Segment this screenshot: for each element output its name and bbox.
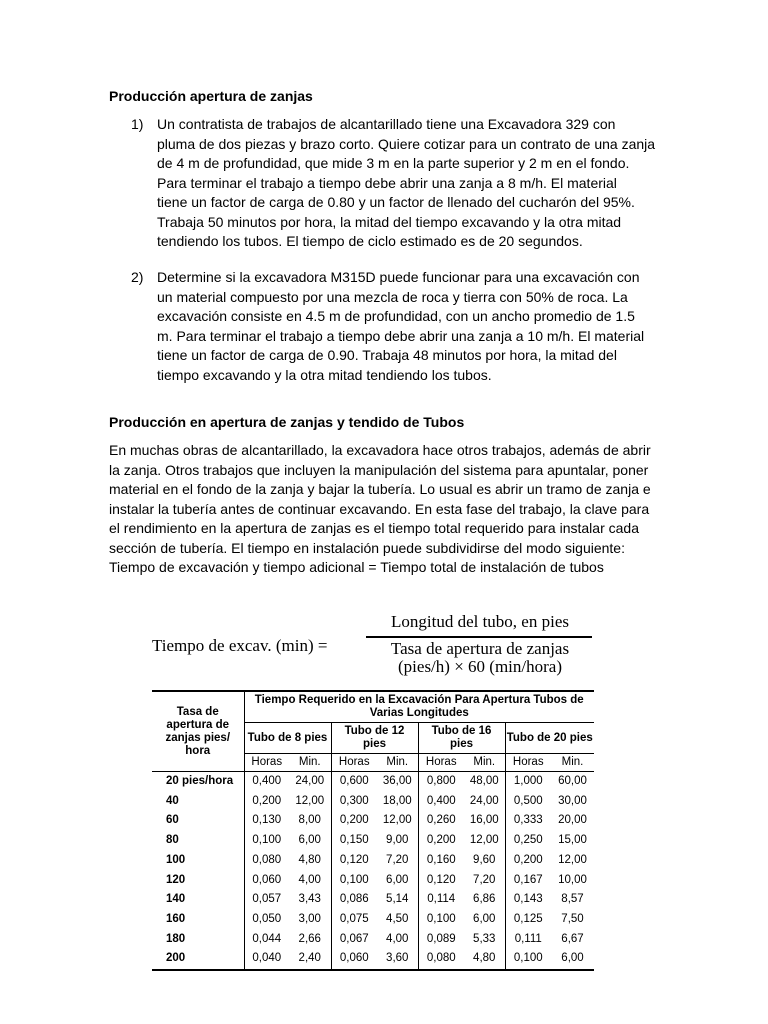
problem-line: tiene un factor de carga de 0.80 y un factor de llenado del cucharón del 95%.	[157, 194, 635, 210]
table-row	[152, 930, 594, 950]
rate-cell: 160	[166, 912, 186, 925]
hours-cell: 0,080	[244, 851, 289, 871]
hours-cell: 0,300	[331, 792, 377, 812]
rate-cell: 80	[166, 834, 179, 847]
section-title-trench-production: Producción apertura de zanjas	[109, 88, 313, 104]
problem-number: 2)	[131, 269, 144, 285]
minutes-cell: 8,00	[298, 814, 321, 827]
hours-cell: 0,086	[331, 890, 377, 910]
paragraph-line: el rendimiento en la apertura de zanjas es el tiempo total requerido para instalar cada	[109, 520, 639, 536]
excavation-time-table	[152, 690, 594, 971]
hours-subheader: Horas	[331, 754, 377, 772]
hours-cell: 0,130	[244, 811, 289, 831]
minutes-cell: 8,57	[561, 893, 584, 906]
hours-cell: 0,060	[331, 949, 377, 970]
hours-subheader: Horas	[418, 754, 464, 772]
rate-cell: 40	[166, 794, 179, 807]
hours-cell: 0,150	[331, 831, 377, 851]
table-row	[152, 871, 594, 891]
hours-cell: 0,057	[244, 890, 289, 910]
minutes-cell: 20,00	[558, 814, 587, 827]
minutes-cell: 5,14	[386, 893, 409, 906]
minutes-cell: 7,20	[473, 873, 496, 886]
hours-subheader: Horas	[505, 754, 551, 772]
hours-cell: 0,100	[505, 949, 551, 970]
minutes-cell: 15,00	[558, 834, 587, 847]
formula-denominator-line2: (pies/h) × 60 (min/hora)	[398, 657, 562, 676]
problem-line: Un contratista de trabajos de alcantarillado tiene una Excavadora 329 con	[157, 116, 616, 132]
hours-cell: 0,044	[244, 930, 289, 950]
minutes-cell: 6,00	[473, 912, 496, 925]
hours-cell: 0,200	[331, 811, 377, 831]
hours-cell: 0,500	[505, 792, 551, 812]
minutes-cell: 4,50	[386, 912, 409, 925]
hours-cell: 0,167	[505, 871, 551, 891]
paragraph-line: la zanja. Otros trabajos que incluyen la manipulación del sistema para apuntalar, poner	[109, 461, 649, 478]
minutes-cell: 12,00	[382, 814, 412, 827]
min-subheader: Min.	[464, 754, 505, 772]
minutes-cell: 9,00	[386, 834, 409, 847]
problem-line: tendiendo los tubos. El tiempo de ciclo estimado es de 20 segundos.	[157, 233, 583, 249]
hours-cell: 0,800	[418, 772, 464, 792]
problem-line: pluma de dos piezas y brazo corto. Quiere cotizar para un contrato de una zanja	[157, 135, 656, 152]
paragraph-line: Tiempo de excavación y tiempo adicional = Tiempo total de instalación de tubos	[109, 559, 604, 575]
problem-line: Para terminar el trabajo a tiempo debe abrir una zanja a 8 m/h. El material	[157, 174, 617, 191]
hours-cell: 0,400	[418, 792, 464, 812]
hours-cell: 0,400	[244, 772, 289, 792]
rate-cell: 20 pies/hora	[166, 775, 234, 787]
rate-cell: 120	[166, 873, 186, 886]
hours-cell: 0,600	[331, 772, 377, 792]
hours-cell: 0,089	[418, 930, 464, 950]
hours-cell: 0,200	[244, 792, 289, 812]
minutes-cell: 12,00	[295, 794, 325, 807]
paragraph-line: instalar la tubería antes de continuar excavando. En esta fase del trabajo, la clave para	[109, 500, 650, 517]
problem-line: tiempo excavando y la otra mitad tendiendo los tubos.	[157, 366, 492, 383]
minutes-cell: 12,00	[469, 834, 499, 847]
table-row	[152, 831, 594, 851]
hours-cell: 0,067	[331, 930, 377, 950]
table-body	[152, 772, 594, 971]
hours-cell: 0,100	[331, 871, 377, 891]
hours-cell: 0,060	[244, 871, 289, 891]
hours-cell: 0,250	[505, 831, 551, 851]
hours-cell: 0,120	[418, 871, 464, 891]
rate-cell: 200	[152, 949, 244, 970]
problem-line: Determine si la excavadora M315D puede funcionar para una excavación con	[157, 269, 640, 285]
minutes-cell: 6,67	[561, 932, 584, 945]
problem-line: excavación consiste en 4.5 m de profundidad, con un ancho promedio de 1.5	[157, 308, 635, 324]
tube-8-header: Tubo de 8 pies	[244, 723, 331, 754]
minutes-cell: 3,43	[298, 893, 321, 906]
minutes-cell: 4,00	[298, 873, 321, 886]
minutes-cell: 3,60	[377, 949, 418, 970]
hours-cell: 0,114	[418, 890, 464, 910]
problem-line: m. Para terminar el trabajo a tiempo debe abrir una zanja a 10 m/h. El material	[157, 327, 645, 344]
paragraph-line: sección de tubería. El tiempo en instalación puede subdividirse del modo siguiente:	[109, 539, 625, 556]
table-row	[152, 851, 594, 871]
hours-cell: 0,260	[418, 811, 464, 831]
group-header: Tiempo Requerido en la Excavación Para Apertura Tubos de Varias Longitudes	[244, 691, 594, 723]
rate-cell: 60	[166, 814, 179, 827]
problem-number: 1)	[131, 116, 144, 132]
section-title-pipe-laying: Producción en apertura de zanjas y tendido de Tubos	[109, 414, 465, 430]
fraction-bar	[366, 636, 592, 638]
hours-cell: 1,000	[505, 772, 551, 792]
minutes-cell: 24,00	[295, 775, 325, 787]
minutes-cell: 7,50	[561, 912, 584, 925]
hours-cell: 0,080	[418, 949, 464, 970]
minutes-cell: 6,00	[386, 873, 409, 886]
hours-cell: 0,040	[244, 949, 289, 970]
tube-12-header: Tubo de 12 pies	[331, 723, 418, 754]
problem-line: Trabaja 50 minutos por hora, la mitad del tiempo excavando y la otra mitad	[157, 213, 622, 230]
minutes-cell: 36,00	[382, 775, 412, 787]
paragraph-line: En muchas obras de alcantarillado, la excavadora hace otros trabajos, además de abrir	[109, 442, 651, 458]
minutes-cell: 2,66	[298, 932, 321, 945]
minutes-cell: 4,00	[386, 932, 409, 945]
min-subheader: Min.	[377, 754, 418, 772]
min-subheader: Min.	[289, 754, 331, 772]
table-row	[152, 772, 594, 792]
hours-cell: 0,125	[505, 910, 551, 930]
hours-cell: 0,111	[505, 930, 551, 950]
hours-cell: 0,143	[505, 890, 551, 910]
table-row	[152, 949, 594, 970]
minutes-cell: 30,00	[558, 794, 587, 807]
problem-line: un material compuesto por una mezcla de roca y tierra con 50% de roca. La	[157, 288, 628, 305]
minutes-cell: 12,00	[558, 853, 587, 866]
formula-numerator: Longitud del tubo, en pies	[390, 612, 569, 631]
minutes-cell: 16,00	[469, 814, 499, 827]
minutes-cell: 2,40	[289, 949, 331, 970]
rate-cell: 100	[166, 853, 186, 866]
hours-cell: 0,160	[418, 851, 464, 871]
hours-cell: 0,200	[418, 831, 464, 851]
minutes-cell: 3,00	[298, 912, 321, 925]
formula-lhs: Tiempo de excav. (min) =	[152, 636, 328, 655]
minutes-cell: 6,86	[473, 893, 496, 906]
minutes-cell: 10,00	[558, 873, 587, 886]
problem-line: de 4 m de profundidad, que mide 3 m en la parte superior y 2 m en el fondo.	[157, 155, 630, 171]
tube-16-header: Tubo de 16 pies	[418, 723, 505, 754]
hours-cell: 0,075	[331, 910, 377, 930]
rate-cell: 180	[166, 932, 186, 945]
table-row	[152, 910, 594, 930]
minutes-cell: 6,00	[298, 834, 321, 847]
table-row	[152, 792, 594, 812]
minutes-cell: 4,80	[464, 949, 505, 970]
minutes-cell: 18,00	[382, 794, 412, 807]
minutes-cell: 4,80	[298, 853, 321, 866]
min-subheader: Min.	[551, 754, 594, 772]
minutes-cell: 60,00	[558, 775, 587, 787]
minutes-cell: 48,00	[469, 775, 499, 787]
minutes-cell: 5,33	[473, 932, 496, 945]
minutes-cell: 7,20	[386, 853, 409, 866]
paragraph-line: material en el fondo de la zanja y bajar la tubería. Lo usual es abrir un tramo de zanja e	[109, 481, 651, 497]
formula-denominator-line1: Tasa de apertura de zanjas	[390, 639, 570, 658]
hours-cell: 0,100	[244, 831, 289, 851]
minutes-cell: 6,00	[551, 949, 594, 970]
hours-cell: 0,100	[418, 910, 464, 930]
problem-line: tiene un factor de carga de 0.90. Trabaja 48 minutos por hora, la mitad del	[157, 347, 617, 363]
hours-cell: 0,333	[505, 811, 551, 831]
hours-cell: 0,050	[244, 910, 289, 930]
tube-20-header: Tubo de 20 pies	[505, 723, 594, 754]
table-row	[152, 890, 594, 910]
minutes-cell: 24,00	[469, 794, 499, 807]
hours-cell: 0,200	[505, 851, 551, 871]
minutes-cell: 9,60	[473, 853, 496, 866]
hours-cell: 0,120	[331, 851, 377, 871]
hours-subheader: Horas	[244, 754, 289, 772]
rate-column-header: Tasa de apertura de zanjas pies/ hora	[152, 691, 244, 772]
excavation-time-formula	[152, 612, 592, 676]
rate-cell: 140	[166, 893, 186, 906]
table-row	[152, 811, 594, 831]
